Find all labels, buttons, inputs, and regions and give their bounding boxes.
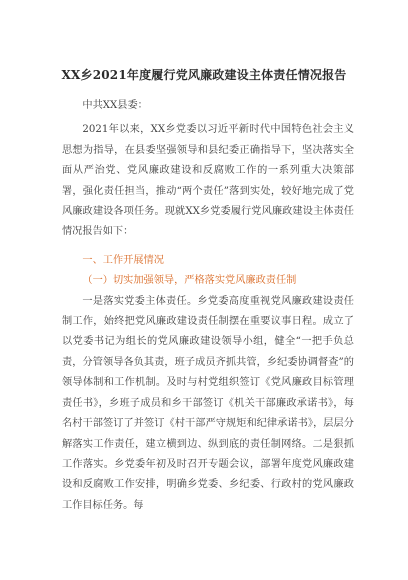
body-paragraph: 一是落实党委主体责任。乡党委高度重视党风廉政建设责任制工作，始终把党风廉政建设责任制摆在重要议事日程。成立了以党委书记为组长的党风廉政建设领导小组，健全“一把手负总责，分管领导各负其责，班子成员齐抓共管，乡纪委协调督查”的领导体制和工作机制。及时与村党组织签订《党风廉政目标管理责任书》，乡班子成员和乡干部签订《机关干部廉政承诺书》，每名村干部签订了并签订《村干部严守规矩和纪律承诺书》，层层分解落实工作责任，建立横到边、纵到底的责任制网络。二是狠抓工作落实。乡党委年初及时召开专题会议，部署年度党风廉政建设和反腐败工作安排，明确乡党委、乡纪委、行政村的党风廉政工作目标任务。每 (62, 295, 354, 511)
document-body (62, 96, 354, 516)
section-heading: 一、工作开展情况 (82, 254, 164, 266)
subsection-heading: （一）切实加强领导，严格落实党风廉政责任制 (82, 275, 297, 287)
document-title: XX乡2021年度履行党风廉政建设主体责任情况报告 (61, 68, 347, 82)
intro-paragraph: 2021年以来，XX乡党委以习近平新时代中国特色社会主义思想为指导，在县委坚强领导和县纪委正确指导下，坚决落实全面从严治党、党风廉政建设和反腐败工作的一系列重大决策部署，强化责任担当，推动“两个责任”落到实处，较好地完成了党风廉政建设各项任务。现就XX乡党委履行党风廉政建设主体责任情况报告如下： (62, 124, 354, 238)
salutation: 中共XX县委： (82, 100, 148, 111)
